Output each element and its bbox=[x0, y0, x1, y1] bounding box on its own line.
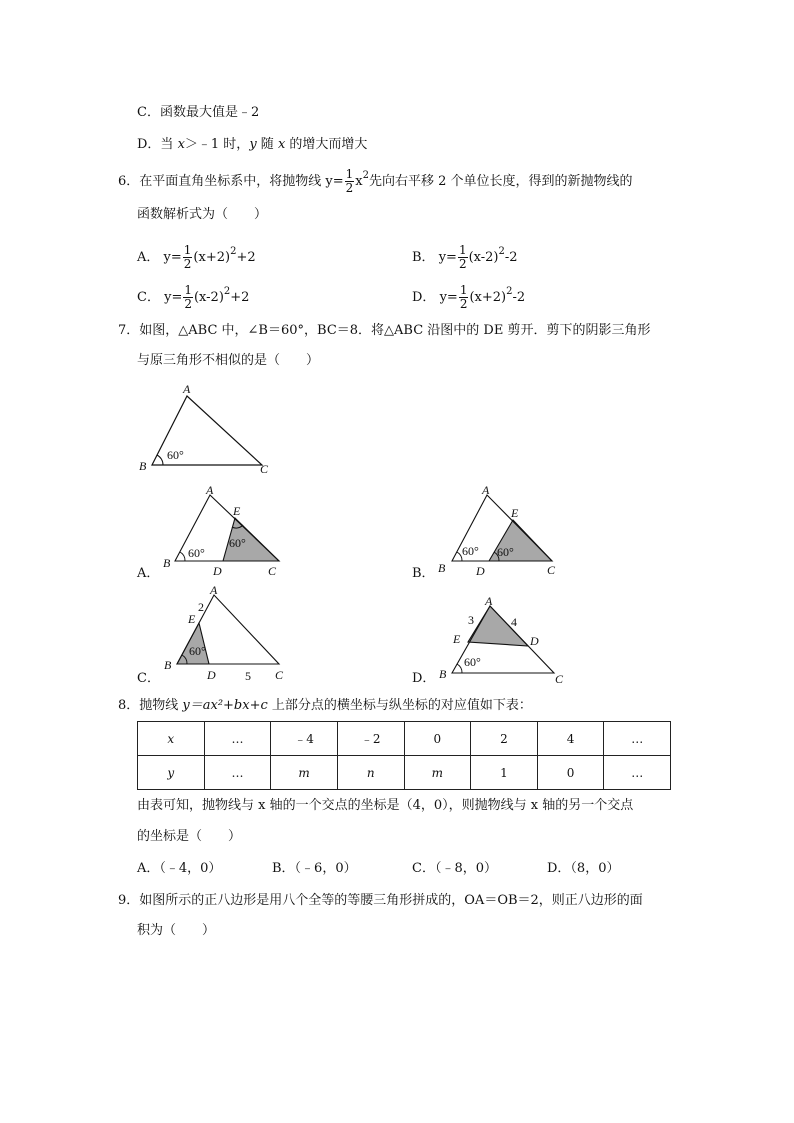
q6-option-d-den: 2 bbox=[459, 297, 468, 311]
label-e: E bbox=[233, 504, 241, 518]
q7-option-c-label: C． bbox=[137, 671, 160, 686]
label-b: B bbox=[139, 459, 147, 473]
table-cell: 0 bbox=[537, 756, 604, 790]
q8-option-d: D．（8，0） bbox=[547, 861, 620, 876]
q5-option-d-y: y bbox=[249, 137, 257, 152]
q6-option-c-den: 2 bbox=[184, 297, 192, 311]
table-cell: … bbox=[204, 722, 271, 756]
q6-option-a-fraction bbox=[183, 244, 193, 271]
label-three: 3 bbox=[468, 613, 474, 627]
q6-stem bbox=[118, 168, 633, 195]
table-cell: m bbox=[271, 756, 338, 790]
q6-option-c-post: +2 bbox=[230, 290, 250, 305]
label-a: A bbox=[482, 483, 490, 497]
q6-option-a-den: 2 bbox=[183, 257, 192, 271]
label-e: E bbox=[511, 506, 519, 520]
label-b: B bbox=[163, 556, 171, 570]
q6-option-b-pre: y= bbox=[438, 250, 457, 265]
q6-option-c-num: 1 bbox=[184, 283, 192, 297]
q6-stem-line2: 函数解析式为（ ） bbox=[137, 207, 268, 222]
q6-option-a bbox=[137, 244, 256, 271]
q6-stem-x: x bbox=[355, 174, 363, 189]
label-c: C bbox=[275, 668, 284, 682]
q6-option-a-mid: (x+2) bbox=[193, 250, 231, 265]
label-angle-e: 60° bbox=[229, 536, 246, 550]
table-cell: n bbox=[337, 756, 404, 790]
table-cell: ﹣2 bbox=[337, 722, 404, 756]
q6-frac-den: 2 bbox=[345, 181, 354, 195]
table-cell: 4 bbox=[537, 722, 604, 756]
label-e: E bbox=[453, 632, 461, 646]
q6-option-a-num: 1 bbox=[183, 243, 192, 257]
label-two: 2 bbox=[198, 600, 204, 614]
label-c: C bbox=[268, 564, 277, 578]
label-angle-b: 60° bbox=[464, 655, 481, 669]
label-c: C bbox=[260, 462, 269, 476]
label-b: B bbox=[439, 667, 447, 681]
q6-option-c-fraction bbox=[183, 284, 193, 311]
q6-option-c-mid: (x-2) bbox=[193, 290, 224, 305]
q8-stem bbox=[118, 697, 532, 715]
q6-frac-num: 1 bbox=[345, 167, 354, 181]
q7-option-a-label: A． bbox=[137, 566, 160, 581]
q6-option-a-pre: y= bbox=[163, 250, 182, 265]
q6-stem-a: 6．在平面直角坐标系中，将抛物线 y= bbox=[118, 174, 344, 189]
q6-option-b-fraction bbox=[458, 244, 468, 271]
label-a: A bbox=[485, 594, 493, 608]
table-cell: 1 bbox=[471, 756, 538, 790]
q7-option-b-label: B． bbox=[412, 566, 435, 581]
table-cell: 0 bbox=[404, 722, 471, 756]
q6-option-c bbox=[137, 284, 249, 311]
q8-stem-b: 上部分点的横坐标与纵坐标的对应值如下表： bbox=[267, 698, 532, 713]
q9-stem-line1: 9．如图所示的正八边形是用八个全等的等腰三角形拼成的，OA＝OB＝2，则正八边形的面 bbox=[118, 893, 643, 908]
table-cell: … bbox=[204, 756, 271, 790]
label-five: 5 bbox=[245, 669, 251, 683]
q6-option-a-label: A． bbox=[137, 250, 160, 265]
label-c: C bbox=[547, 563, 556, 577]
q7-option-b-figure bbox=[433, 480, 568, 580]
table-row-x bbox=[138, 722, 671, 756]
table-cell: 2 bbox=[471, 722, 538, 756]
q8-after-line2: 的坐标是（ ） bbox=[137, 829, 242, 844]
q6-option-d-pre: y= bbox=[439, 290, 458, 305]
q5-option-d-x2: x bbox=[277, 137, 286, 152]
angle-arc-b bbox=[157, 455, 163, 465]
q7-original-triangle bbox=[130, 378, 290, 478]
q6-option-a-sup: 2 bbox=[230, 246, 237, 257]
q6-option-d-mid: (x+2) bbox=[469, 290, 507, 305]
angle-arc-b bbox=[180, 552, 185, 561]
q8-stem-equation: y＝ax²+bx+c bbox=[182, 698, 268, 713]
q6-option-b-num: 1 bbox=[458, 243, 467, 257]
q6-stem-fraction bbox=[345, 168, 355, 195]
q7-stem-line2: 与原三角形不相似的是（ ） bbox=[137, 353, 320, 368]
label-b: B bbox=[164, 658, 172, 672]
q8-after-line1: 由表可知，抛物线与 x 轴的一个交点的坐标是（4，0），则抛物线与 x 轴的另一个交点 bbox=[137, 798, 634, 813]
label-e: E bbox=[188, 612, 196, 626]
label-a: A bbox=[210, 583, 218, 597]
q7-stem-line1: 7．如图，△ABC 中，∠B＝60°，BC＝8．将△ABC 沿图中的 DE 剪开．剪下的阴影三角形 bbox=[118, 323, 651, 338]
q7-option-d-label: D． bbox=[412, 671, 436, 686]
q6-option-b-label: B． bbox=[412, 250, 435, 265]
table-cell: … bbox=[604, 756, 671, 790]
q8-stem-a: 8．抛物线 bbox=[118, 698, 183, 713]
q6-option-d-fraction bbox=[459, 284, 469, 311]
table-row-y bbox=[138, 756, 671, 790]
label-c: C bbox=[555, 672, 564, 686]
table-cell: y bbox=[138, 756, 205, 790]
q7-option-a-figure bbox=[158, 482, 288, 582]
q6-option-b-den: 2 bbox=[458, 257, 467, 271]
q6-option-c-pre: y= bbox=[164, 290, 183, 305]
label-d: D bbox=[207, 668, 216, 682]
q6-option-c-label: C． bbox=[137, 290, 160, 305]
q6-option-d-post: -2 bbox=[512, 290, 526, 305]
q6-stem-sup: 2 bbox=[362, 170, 369, 181]
q6-option-a-post: +2 bbox=[236, 250, 256, 265]
q6-option-b bbox=[412, 244, 518, 271]
table-cell: m bbox=[404, 756, 471, 790]
q5-option-d-x: x bbox=[177, 137, 185, 152]
q6-option-d-sup: 2 bbox=[506, 286, 513, 297]
q8-option-a: A．（﹣4，0） bbox=[137, 861, 222, 876]
q5-option-d-c: 随 bbox=[256, 137, 278, 152]
q7-option-c-figure bbox=[158, 582, 293, 682]
label-angle-b: 60° bbox=[189, 644, 206, 658]
q5-option-d-a: D．当 bbox=[137, 137, 178, 152]
label-angle-d: 60° bbox=[497, 545, 514, 559]
label-a: A bbox=[206, 483, 214, 497]
q5-option-d-b: ＞﹣1 时， bbox=[184, 137, 250, 152]
label-d: D bbox=[476, 564, 485, 578]
q9-stem-line2: 积为（ ） bbox=[137, 923, 216, 938]
q5-option-d-d: 的增大而增大 bbox=[285, 137, 368, 152]
table-cell: … bbox=[604, 722, 671, 756]
table-cell: ﹣4 bbox=[271, 722, 338, 756]
q7-option-d-figure bbox=[433, 590, 573, 690]
q8-value-table bbox=[137, 721, 671, 790]
label-angle: 60° bbox=[167, 448, 184, 462]
q5-option-d bbox=[137, 136, 367, 154]
q5-option-c: C．函数最大值是﹣2 bbox=[137, 105, 260, 120]
label-b: B bbox=[438, 561, 446, 575]
q6-option-b-post: -2 bbox=[504, 250, 518, 265]
q6-option-c-sup: 2 bbox=[223, 286, 231, 297]
q8-option-c: C．（﹣8，0） bbox=[412, 861, 497, 876]
q6-option-d bbox=[412, 284, 525, 311]
q8-option-b: B．（﹣6，0） bbox=[272, 861, 357, 876]
label-a: A bbox=[183, 382, 191, 396]
q6-option-d-label: D． bbox=[412, 290, 436, 305]
q6-option-d-num: 1 bbox=[459, 283, 468, 297]
label-four: 4 bbox=[511, 615, 517, 629]
shaded-triangle-aed bbox=[468, 606, 528, 646]
label-d: D bbox=[213, 564, 222, 578]
angle-arc-b bbox=[457, 664, 462, 673]
label-angle-b: 60° bbox=[462, 544, 479, 558]
table-cell: x bbox=[138, 722, 205, 756]
label-angle-b: 60° bbox=[188, 546, 205, 560]
q6-option-b-mid: (x-2) bbox=[468, 250, 499, 265]
q6-option-b-sup: 2 bbox=[498, 246, 505, 257]
q6-stem-b: 先向右平移 2 个单位长度，得到的新抛物线的 bbox=[369, 174, 633, 189]
label-d: D bbox=[530, 634, 539, 648]
